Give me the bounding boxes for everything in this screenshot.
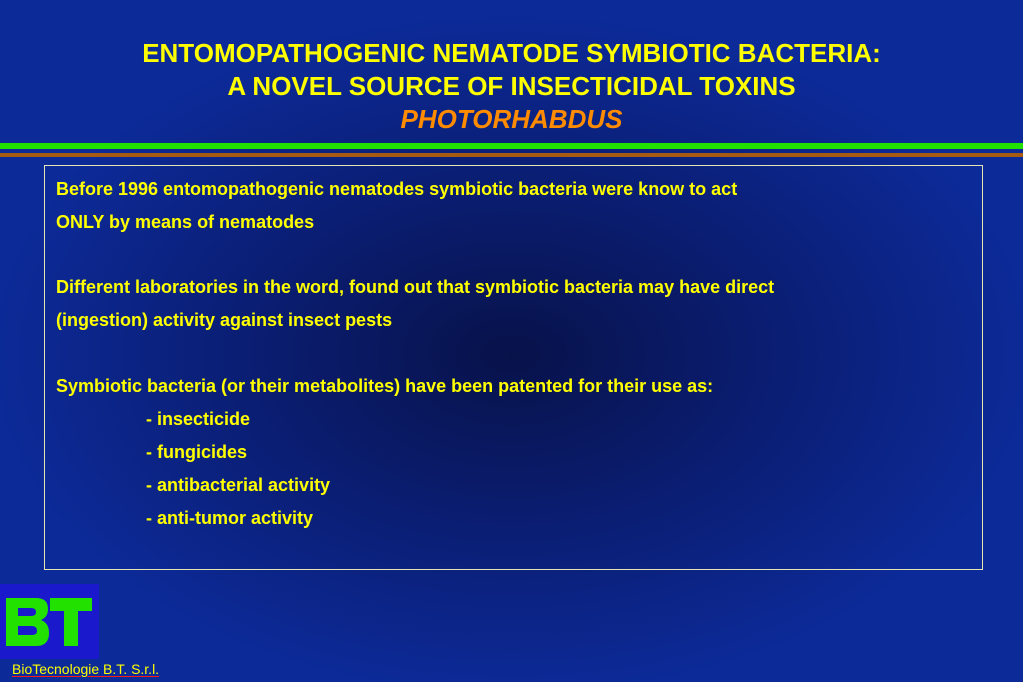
use-item-insecticide: - insecticide	[146, 409, 251, 429]
paragraph-1	[56, 173, 737, 239]
title-line-1: ENTOMOPATHOGENIC NEMATODE SYMBIOTIC BACTERIA:	[142, 38, 881, 68]
slide-title	[0, 37, 1023, 136]
paragraph-1-line-1: Before 1996 entomopathogenic nematodes symbiotic bacteria were know to act	[56, 179, 738, 199]
paragraph-3	[56, 370, 713, 535]
slide-subtitle: PHOTORHABDUS	[400, 104, 623, 134]
paragraph-2	[56, 271, 774, 337]
use-item-antibacterial: - antibacterial activity	[146, 475, 331, 495]
green-divider	[0, 143, 1023, 149]
use-item-anti-tumor: - anti-tumor activity	[146, 508, 314, 528]
paragraph-2-line-2: (ingestion) activity against insect pests	[56, 310, 393, 330]
content-box	[44, 165, 983, 570]
bt-logo	[0, 584, 99, 659]
paragraph-3-intro: Symbiotic bacteria (or their metabolites) have been patented for their use as:	[56, 376, 714, 396]
paragraph-2-line-1: Different laboratories in the word, found out that symbiotic bacteria may have direct	[56, 277, 775, 297]
company-name: BioTecnologie B.T. S.r.l.	[12, 661, 160, 677]
brown-divider	[0, 153, 1023, 157]
bt-logo-mark	[0, 584, 99, 659]
title-line-2: A NOVEL SOURCE OF INSECTICIDAL TOXINS	[227, 71, 796, 101]
use-item-fungicides: - fungicides	[146, 442, 248, 462]
paragraph-1-line-2: ONLY by means of nematodes	[56, 212, 315, 232]
